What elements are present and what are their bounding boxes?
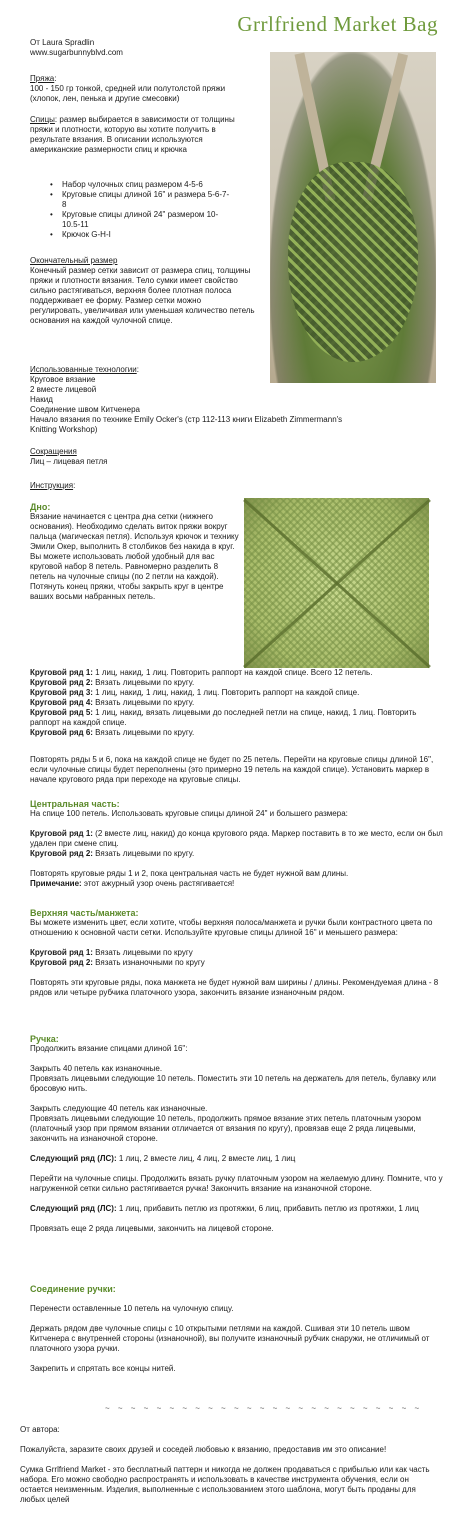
abbr-heading: Сокращения xyxy=(30,447,77,456)
bottom-repeat-text: Повторять ряды 5 и 6, пока на каждой спице не будет по 25 петель. Перейти на круговые спицы длиной 16", если чулочные спицы будет переполнены (это примерно 19 петель на каждой спице). Установить маркер в начале кругового ряда при переходе на круговые спицы. xyxy=(30,755,434,784)
handle-row2: Следующий ряд (ЛС): 1 лиц, прибавить петлю из протяжки, 6 лиц, прибавить петлю из протяжки, 1 лиц xyxy=(30,1204,419,1213)
round-row: Круговой ряд 3: 1 лиц, накид, 1 лиц, накид, 1 лиц. Повторить раппорт на каждой спице. xyxy=(30,688,360,697)
round-row: Круговой ряд 2: Вязать изнаночными по кругу xyxy=(30,958,205,967)
bottom-rows xyxy=(30,668,445,738)
footer-section xyxy=(20,1425,440,1505)
bottom-repeat xyxy=(30,755,445,785)
author: От Laura Spradlin xyxy=(30,38,95,47)
middle-repeat: Повторять круговые ряды 1 и 2, пока центральная часть не будет нужной вам длины. xyxy=(30,869,349,878)
bottom-text-1: Вязание начинается с центра дна сетки (нижнего основания). Необходимо сделать виток пряжи вокруг пальца (магическая петля). Используя крючок и технику Эмили Окер, выполнить 8 столбиков без накида в круг. xyxy=(30,512,239,551)
middle-text: На спице 100 петель. Использовать круговые спицы длиной 24" и большего размера: xyxy=(30,809,348,818)
round-row: Круговой ряд 5: 1 лиц, накид, вязать лицевыми до последней петли на спице, накид, 1 лиц. Повторить раппорт на каждой спице. xyxy=(30,708,417,727)
needles-list xyxy=(62,180,232,240)
top-heading: Верхняя часть/манжета: xyxy=(30,908,139,918)
top-text: Вы можете изменить цвет, если хотите, чтобы верхняя полоса/манжета и ручки были контрастного цвета по отношению к основной части сетки. Используйте круговые спицы длиной 16" и меньшего размера: xyxy=(30,918,433,937)
middle-heading: Центральная часть: xyxy=(30,799,120,809)
final-size-text: Конечный размер сетки зависит от размера спиц, толщины пряжи и плотности вязания. Тело сумки имеет свойство сильно растягиваться, верхняя более плотная полоса поддерживает ее форму. Размер сетки можно регулировать, увеличивая или уменьшая количество петель основания на каждой чулочной спице. xyxy=(30,266,255,325)
round-row: Круговой ряд 1: (2 вместе лиц, накид) до конца кругового ряда. Маркер поставить в то же место, если он был удален при смене спиц. xyxy=(30,829,443,848)
yarn-section: Пряжа: 100 - 150 гр тонкой, средней или полутолстой пряжи (хлопок, лен, пенька и другие смесовки) xyxy=(30,74,255,104)
join-p3: Закрепить и спрятать все концы нитей. xyxy=(30,1364,176,1373)
yarn-text: 100 - 150 гр тонкой, средней или полутолстой пряжи (хлопок, лен, пенька и другие смесовки) xyxy=(30,84,226,103)
footer-p2: Сумка Grrlfriend Market - это бесплатный паттерн и никогда не должен продаваться с прибылью или как часть набора. Его можно свободно распространять и использовать в качестве инструмента обучения, если он остается неизменным. Изделия, выполненные с использованием этого шаблона, могут быть проданы для любых целей xyxy=(20,1465,430,1504)
footer-from: От автора: xyxy=(20,1425,60,1434)
market-bag-photo xyxy=(270,52,436,383)
needles-item: • Крючок G-H-I xyxy=(62,230,232,240)
abbr-section xyxy=(30,447,250,467)
instruction-heading-text: Инструкция xyxy=(30,481,74,490)
abbr-text: Лиц – лицевая петля xyxy=(30,457,108,466)
instruction-heading: Инструкция: xyxy=(30,481,76,490)
needles-item: • Набор чулочных спиц размером 4-5-6 xyxy=(62,180,232,190)
handle-section xyxy=(30,1034,445,1234)
technique-item: Круговое вязание xyxy=(30,375,96,384)
technique-item: 2 вместе лицевой xyxy=(30,385,97,394)
needles-section xyxy=(30,115,250,155)
round-row: Круговой ряд 2: Вязать лицевыми по кругу. xyxy=(30,849,195,858)
handle-row1: Следующий ряд (ЛС): 1 лиц, 2 вместе лиц, 4 лиц, 2 вместе лиц, 1 лиц xyxy=(30,1154,296,1163)
bag-mesh xyxy=(288,162,418,362)
round-row: Круговой ряд 4: Вязать лицевыми по кругу. xyxy=(30,698,195,707)
website: www.sugarbunnyblvd.com xyxy=(30,48,123,57)
handle-p5: Провязать лицевыми следующие 10 петель, продолжить прямое вязание этих петель платочным узором (платочный узор при прямом вязании отличается от вязания по кругу), провязав еще 2 ряда лицевыми, закончить на изнаночной стороне. xyxy=(30,1114,421,1143)
join-heading: Соединение ручки: xyxy=(30,1284,116,1294)
needles-heading: Спицы xyxy=(30,115,55,124)
round-row: Круговой ряд 6: Вязать лицевыми по кругу. xyxy=(30,728,195,737)
round-row: Круговой ряд 1: 1 лиц, накид, 1 лиц. Повторить раппорт на каждой спице. Всего 12 петель. xyxy=(30,668,373,677)
top-repeat: Повторять эти круговые ряды, пока манжета не будет нужной вам ширины / длины. Рекомендуемая длина - 8 рядов или четыре рубчика платочного узора, закончить вязание изнаночным рядом. xyxy=(30,978,439,997)
handle-p7: Провязать еще 2 ряда лицевыми, закончить на лицевой стороне. xyxy=(30,1224,274,1233)
bottom-text-2: Вы можете использовать любой удобный для вас круговой набор 8 петель. Равномерно разделить 8 петель на чулочные спицы (по 2 петли на каждой). Потянуть конец пряжи, чтобы закрыть круг в центре ваших восьми набранных петель. xyxy=(30,552,224,601)
document-title: Grrlfriend Market Bag xyxy=(237,12,438,36)
handle-heading: Ручка: xyxy=(30,1034,59,1044)
round-row: Круговой ряд 2: Вязать лицевыми по кругу. xyxy=(30,678,195,687)
join-section xyxy=(30,1284,445,1374)
technique-item: Начало вязания по технике Emily Ocker's (стр 112-113 книги Elizabeth Zimmermann's Knitting Workshop) xyxy=(30,415,343,434)
separator: ~ ~ ~ ~ ~ ~ ~ ~ ~ ~ ~ ~ ~ ~ ~ ~ ~ ~ ~ ~ ~ ~ ~ ~ ~ xyxy=(105,1404,423,1413)
author-block xyxy=(30,38,250,58)
needles-item: • Круговые спицы длиной 24" размером 10-10.5-11 xyxy=(62,210,232,230)
middle-note: Примечание: этот ажурный узор очень растягивается! xyxy=(30,879,235,888)
techniques-heading: Использованные технологии xyxy=(30,365,137,374)
bottom-section xyxy=(30,502,242,602)
needles-item: • Круговые спицы длиной 16" и размера 5-6-7-8 xyxy=(62,190,232,210)
middle-section xyxy=(30,799,445,889)
handle-p2: Закрыть 40 петель как изнаночные. xyxy=(30,1064,163,1073)
technique-item: Накид xyxy=(30,395,53,404)
join-p1: Перенести оставленные 10 петель на чулочную спицу. xyxy=(30,1304,234,1313)
handle-p3: Провязать лицевыми следующие 10 петель. Поместить эти 10 петель на держатель для петель, булавку или бросовую нить. xyxy=(30,1074,437,1093)
final-size-heading: Окончательный размер xyxy=(30,256,118,265)
techniques-section: Использованные технологии: Круговое вязание 2 вместе лицевой Накид Соединение швом Китченера Начало вязания по технике Emily Ocker's (стр 112-113 книги Elizabeth Zimmermann's Knitting Workshop) xyxy=(30,365,360,435)
needles-text: : размер выбирается в зависимости от толщины пряжи и плотности, которую вы хотите получить в результате вязания. В описании используются американские размерности спиц и крючка xyxy=(30,115,235,154)
technique-item: Соединение швом Китченера xyxy=(30,405,140,414)
top-section xyxy=(30,908,445,998)
handle-p1: Продолжить вязание спицами длиной 16": xyxy=(30,1044,188,1053)
handle-p4: Закрыть следующие 40 петель как изнаночные. xyxy=(30,1104,208,1113)
final-size-section xyxy=(30,256,255,326)
handle-p6: Перейти на чулочные спицы. Продолжить вязать ручку платочным узором на желаемую длину. Помните, что у нагруженной сетки сильно растягивается ручка! Закончить вязание на изнаночной стороне. xyxy=(30,1174,443,1193)
yarn-heading: Пряжа xyxy=(30,74,55,83)
footer-p1: Пожалуйста, заразите своих друзей и соседей любовью к вязанию, предоставив им это описание! xyxy=(20,1445,387,1454)
knit-bottom-photo xyxy=(244,498,429,668)
join-p2: Держать рядом две чулочные спицы с 10 открытыми петлями на каждой. Сшивая эти 10 петель швом Китченера с внутренней стороны (изнаночной), вы получите изнаночный рубчик снаружи, не отличимый от платочного узора ручки. xyxy=(30,1324,430,1353)
bottom-heading: Дно: xyxy=(30,502,51,512)
round-row: Круговой ряд 1: Вязать лицевыми по кругу xyxy=(30,948,193,957)
